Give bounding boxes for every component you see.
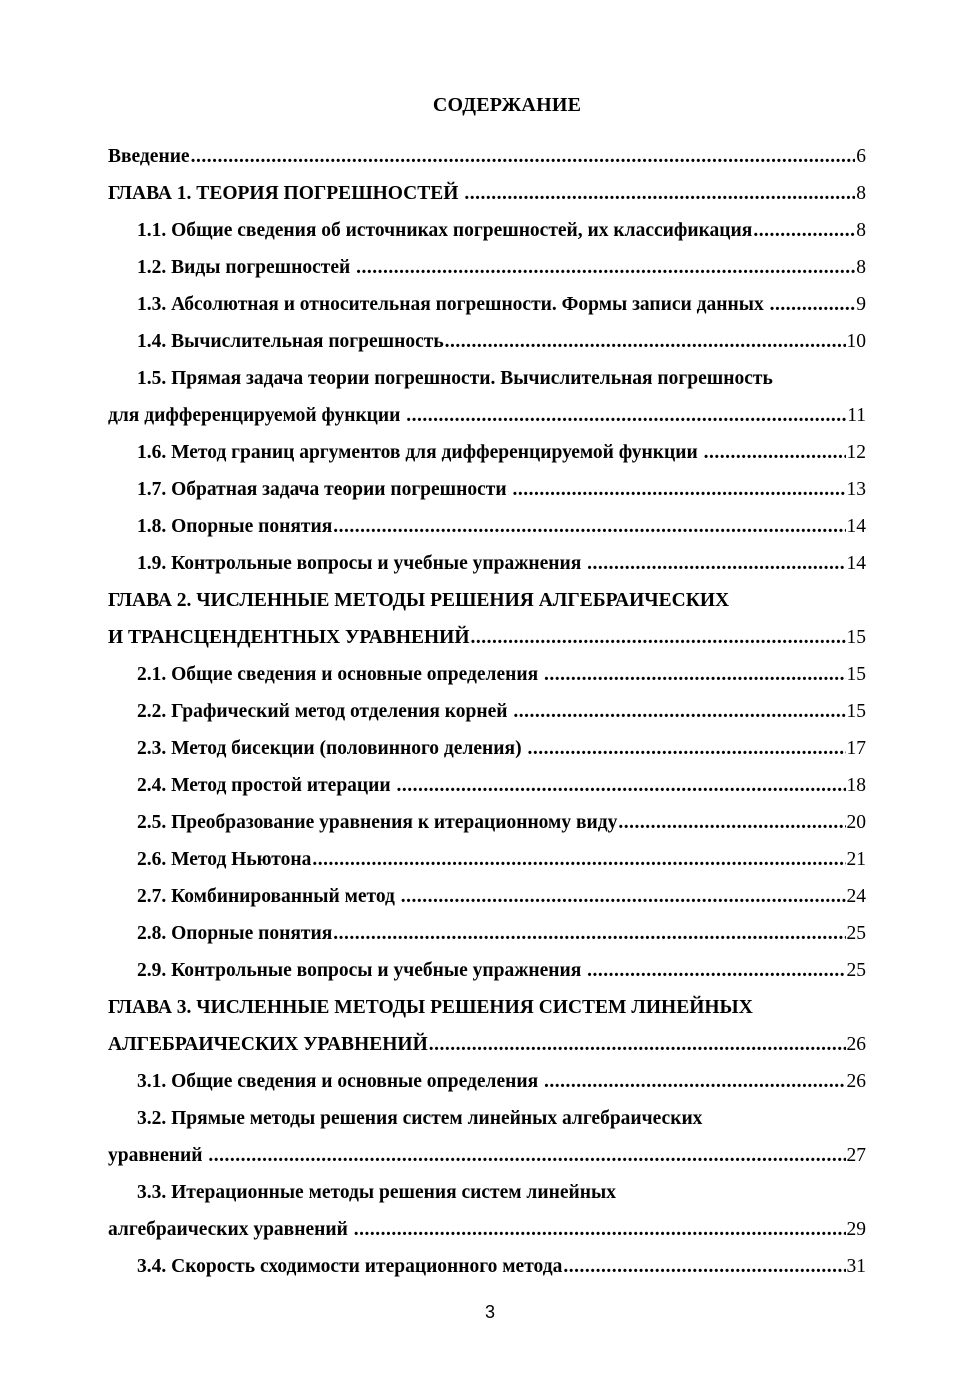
toc-entry-1-1[interactable] [108, 212, 866, 249]
toc-entry-title: ГЛАВА 2. ЧИСЛЕННЫЕ МЕТОДЫ РЕШЕНИЯ АЛГЕБРАИЧЕСКИХ [108, 590, 730, 611]
toc-entry-2-7[interactable] [108, 878, 866, 915]
toc-entry-2-9[interactable] [108, 952, 866, 989]
toc-entry-title: 3.2. Прямые методы решения систем линейных алгебраических [137, 1108, 703, 1129]
leader-dots [464, 175, 855, 212]
leader-dots [544, 1063, 845, 1100]
leader-dots [544, 656, 845, 693]
leader-dots [356, 249, 855, 286]
toc-entry-page: 15 [846, 664, 866, 685]
toc-entry-2-4[interactable] [108, 767, 866, 804]
toc-entry-2-3[interactable] [108, 730, 866, 767]
leader-dots [354, 1211, 846, 1248]
toc-entry-chapter-3-line-1[interactable] [108, 989, 866, 1026]
toc-entry-title: АЛГЕБРАИЧЕСКИХ УРАВНЕНИЙ [108, 1034, 428, 1055]
toc-entry-2-2[interactable] [108, 693, 866, 730]
leader-dots [618, 804, 845, 841]
page-number: 3 [484, 1302, 495, 1322]
toc-entry-page: 14 [846, 516, 866, 537]
toc-entry-title: 3.4. Скорость сходимости итерационного метода [137, 1256, 563, 1277]
toc-entry-page: 11 [847, 405, 866, 426]
toc-entry-page: 27 [846, 1145, 866, 1166]
toc-entry-2-8[interactable] [108, 915, 866, 952]
toc-entry-page: 18 [846, 775, 866, 796]
toc-entry-1-9[interactable] [108, 545, 866, 582]
leader-dots [406, 397, 846, 434]
toc-entry-page: 21 [846, 849, 866, 870]
toc-entry-3-3-line-1[interactable] [108, 1174, 866, 1211]
toc-entry-2-1[interactable] [108, 656, 866, 693]
toc-entry-title: 3.3. Итерационные методы решения систем линейных [137, 1182, 616, 1203]
toc-entry-page: 12 [846, 442, 866, 463]
leader-dots [587, 952, 845, 989]
leader-dots [512, 471, 845, 508]
toc-entry-title: алгебраических уравнений [108, 1219, 353, 1240]
toc-entry-title: Введение [108, 146, 190, 167]
toc-entry-3-1[interactable] [108, 1063, 866, 1100]
leader-dots [471, 619, 846, 656]
toc-entry-title: 2.1. Общие сведения и основные определения [137, 664, 544, 685]
toc-entry-page: 29 [846, 1219, 866, 1240]
toc-entry-title: 2.9. Контрольные вопросы и учебные упражнения [137, 960, 587, 981]
toc-entry-page: 24 [846, 886, 866, 907]
toc-entry-introduction[interactable] [108, 138, 866, 175]
toc-entry-chapter-2-line-2[interactable] [108, 619, 866, 656]
toc-entry-title: И ТРАНСЦЕНДЕНТНЫХ УРАВНЕНИЙ [108, 627, 470, 648]
toc-entry-title: 1.6. Метод границ аргументов для дифференцируемой функции [137, 442, 703, 463]
toc-entry-title: 1.1. Общие сведения об источниках погрешностей, их классификация [137, 220, 753, 241]
toc-entry-title: 1.8. Опорные понятия [137, 516, 333, 537]
leader-dots [401, 878, 846, 915]
toc-entry-title: уравнений [108, 1145, 208, 1166]
toc-entry-page: 20 [846, 812, 866, 833]
toc-entry-2-6[interactable] [108, 841, 866, 878]
toc-entry-1-6[interactable] [108, 434, 866, 471]
leader-dots [770, 286, 855, 323]
toc-entry-title: 2.4. Метод простой итерации [137, 775, 396, 796]
toc-entry-title: 1.5. Прямая задача теории погрешности. Вычислительная погрешность [137, 368, 773, 389]
toc-entry-page: 13 [846, 479, 866, 500]
leader-dots [397, 767, 846, 804]
toc-entry-page: 26 [846, 1071, 866, 1092]
leader-dots [191, 138, 855, 175]
toc-entry-2-5[interactable] [108, 804, 866, 841]
toc-entry-page: 25 [846, 923, 866, 944]
toc-entry-title: 1.3. Абсолютная и относительная погрешности. Формы записи данных [137, 294, 769, 315]
toc-entry-1-8[interactable] [108, 508, 866, 545]
toc-entry-1-4[interactable] [108, 323, 866, 360]
toc-entry-page: 10 [846, 331, 866, 352]
toc-entry-title: 1.2. Виды погрешностей [137, 257, 356, 278]
leader-dots [208, 1137, 845, 1174]
toc-entry-3-2-line-2[interactable] [108, 1137, 866, 1174]
toc-entry-1-5-line-1[interactable] [108, 360, 866, 397]
toc-entry-1-5-line-2[interactable] [108, 397, 866, 434]
leader-dots [753, 212, 855, 249]
toc-entry-page: 8 [856, 183, 866, 204]
table-of-contents [108, 138, 866, 1285]
leader-dots [513, 693, 845, 730]
toc-entry-1-3[interactable] [108, 286, 866, 323]
toc-entry-page: 6 [856, 146, 866, 167]
toc-entry-page: 15 [846, 627, 866, 648]
toc-entry-title: 2.8. Опорные понятия [137, 923, 333, 944]
toc-entry-title: ГЛАВА 3. ЧИСЛЕННЫЕ МЕТОДЫ РЕШЕНИЯ СИСТЕМ ЛИНЕЙНЫХ [108, 997, 753, 1018]
toc-entry-page: 14 [846, 553, 866, 574]
page-title: СОДЕРЖАНИЕ [432, 94, 582, 116]
leader-dots [333, 915, 845, 952]
toc-entry-page: 8 [856, 257, 866, 278]
toc-entry-3-2-line-1[interactable] [108, 1100, 866, 1137]
leader-dots [704, 434, 846, 471]
leader-dots [429, 1026, 846, 1063]
toc-entry-page: 9 [856, 294, 866, 315]
toc-entry-title: 2.5. Преобразование уравнения к итерационному виду [137, 812, 618, 833]
toc-entry-chapter-2-line-1[interactable] [108, 582, 866, 619]
leader-dots [312, 841, 845, 878]
toc-entry-title: 1.7. Обратная задача теории погрешности [137, 479, 512, 500]
leader-dots [445, 323, 846, 360]
toc-entry-1-7[interactable] [108, 471, 866, 508]
toc-entry-3-3-line-2[interactable] [108, 1211, 866, 1248]
toc-entry-title: 2.7. Комбинированный метод [137, 886, 400, 907]
toc-entry-title: для дифференцируемой функции [108, 405, 406, 426]
toc-entry-title: 2.3. Метод бисекции (половинного деления) [137, 738, 527, 759]
toc-entry-1-2[interactable] [108, 249, 866, 286]
leader-dots [563, 1248, 845, 1285]
leader-dots [527, 730, 845, 767]
toc-entry-title: 3.1. Общие сведения и основные определения [137, 1071, 544, 1092]
toc-entry-page: 26 [846, 1034, 866, 1055]
toc-entry-title: 2.6. Метод Ньютона [137, 849, 312, 870]
toc-entry-chapter-3-line-2[interactable] [108, 1026, 866, 1063]
toc-entry-title: 1.4. Вычислительная погрешность [137, 331, 444, 352]
toc-entry-title: 2.2. Графический метод отделения корней [137, 701, 513, 722]
toc-entry-page: 25 [846, 960, 866, 981]
toc-entry-title: ГЛАВА 1. ТЕОРИЯ ПОГРЕШНОСТЕЙ [108, 183, 464, 204]
toc-entry-chapter-1[interactable] [108, 175, 866, 212]
toc-entry-page: 15 [846, 701, 866, 722]
leader-dots [333, 508, 845, 545]
toc-entry-page: 17 [846, 738, 866, 759]
leader-dots [587, 545, 845, 582]
toc-entry-page: 8 [856, 220, 866, 241]
toc-entry-title: 1.9. Контрольные вопросы и учебные упражнения [137, 553, 587, 574]
toc-entry-3-4[interactable] [108, 1248, 866, 1285]
toc-entry-page: 31 [846, 1256, 866, 1277]
